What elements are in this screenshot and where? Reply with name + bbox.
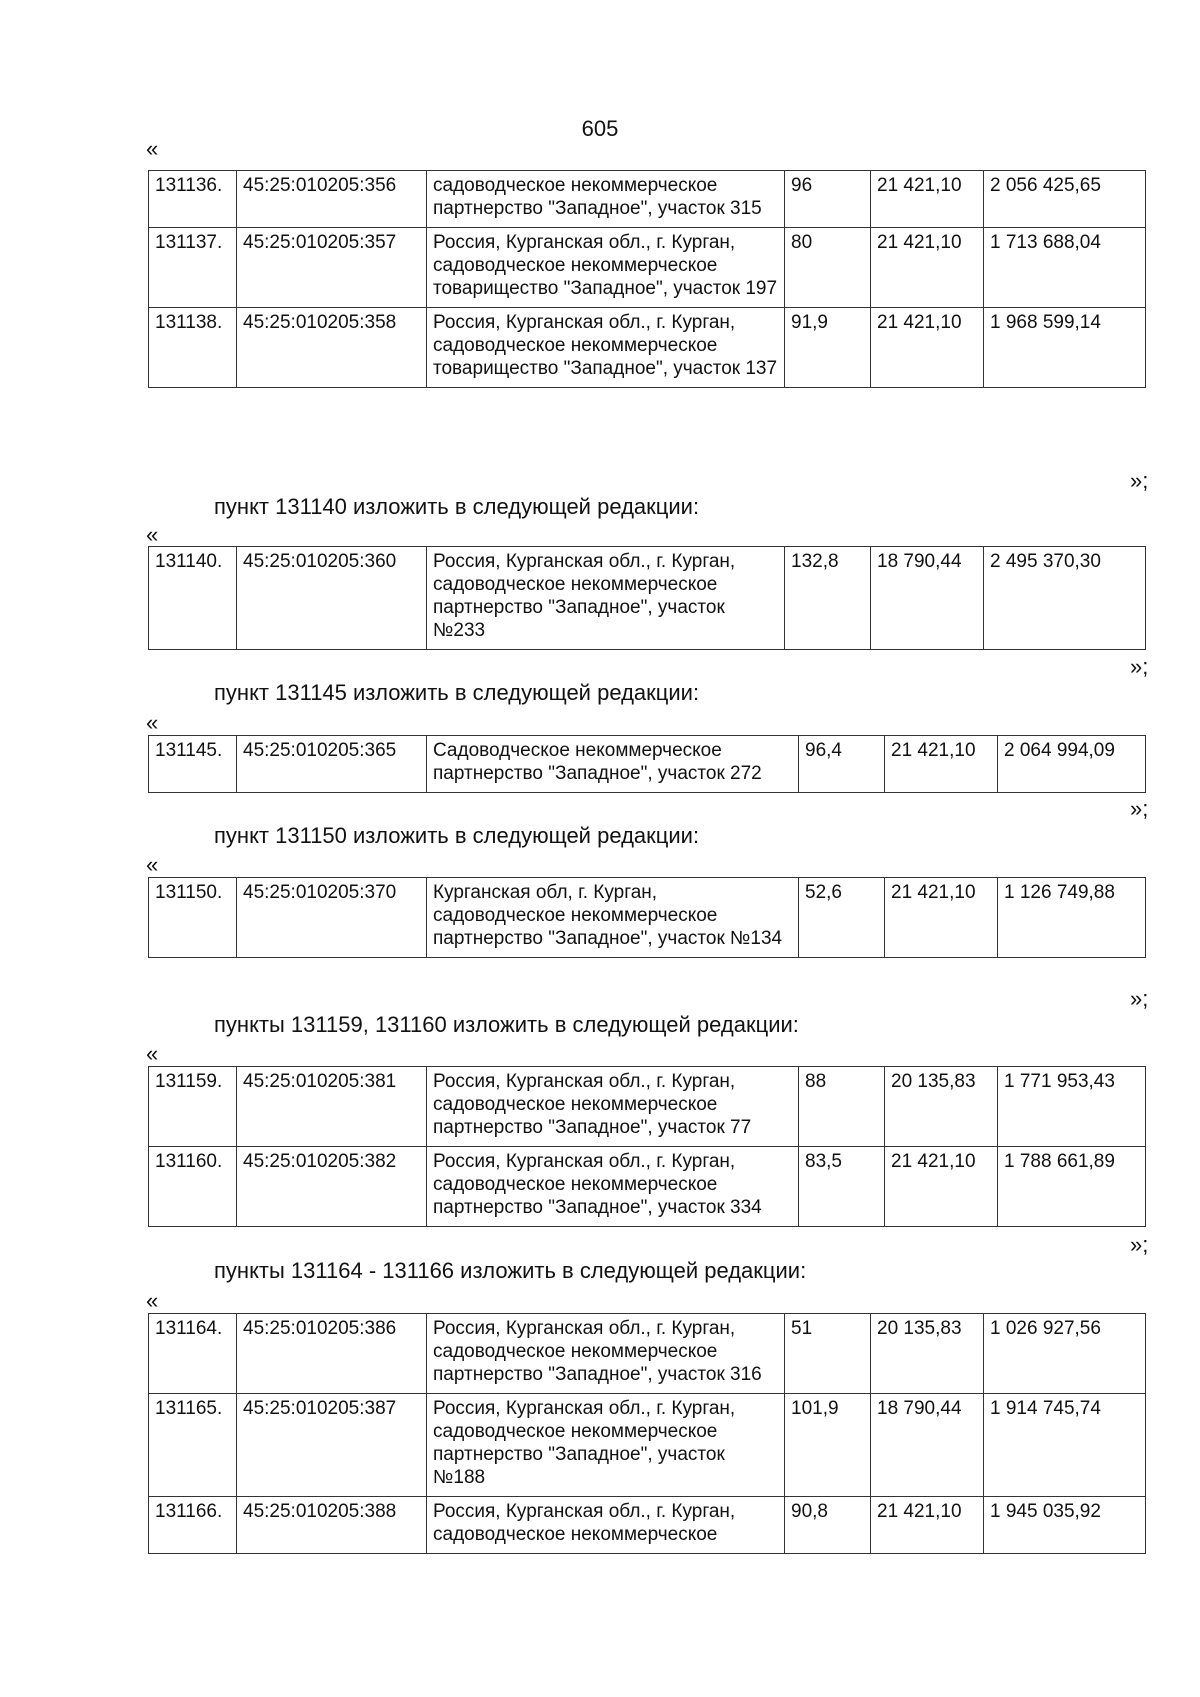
cadastral-number-cell: 45:25:010205:381 [237,1067,427,1147]
specific-value-cell: 20 135,83 [871,1314,984,1394]
cadastral-number-cell: 45:25:010205:360 [237,547,427,650]
amendment-instruction: пункт 131150 изложить в следующей редакции: [214,823,700,848]
table-row [149,171,1146,228]
specific-value-cell: 20 135,83 [885,1067,998,1147]
row-number-cell: 131150. [149,878,237,958]
register-table [148,877,1146,958]
table-row [149,547,1146,650]
table-row [149,1314,1146,1394]
area-cell: 83,5 [799,1147,885,1227]
specific-value-cell: 18 790,44 [871,1394,984,1497]
table-row [149,228,1146,308]
address-cell: Россия, Курганская обл., г. Курган, садоводческое некоммерческое партнерство "Западное", участок 334 [427,1147,799,1227]
open-quote: « [146,1041,159,1066]
address-cell: Россия, Курганская обл., г. Курган, садоводческое некоммерческое партнерство "Западное", участок 316 [427,1314,785,1394]
row-number-cell: 131165. [149,1394,237,1497]
amendment-instruction: пункт 131140 изложить в следующей редакции: [214,494,700,519]
address-cell: Россия, Курганская обл., г. Курган, садоводческое некоммерческое [427,1497,785,1554]
address-cell: Курганская обл, г. Курган, садоводческое некоммерческое партнерство "Западное", участок №134 [427,878,799,958]
row-number-cell: 131164. [149,1314,237,1394]
cadastral-number-cell: 45:25:010205:365 [237,736,427,793]
register-table [148,735,1146,793]
cadastral-value-cell: 1 026 927,56 [984,1314,1146,1394]
register-table [148,1313,1146,1554]
close-quote: »; [1130,1232,1149,1257]
row-number-cell: 131160. [149,1147,237,1227]
address-cell: Россия, Курганская обл., г. Курган, садоводческое некоммерческое партнерство "Западное", участок 77 [427,1067,799,1147]
cadastral-number-cell: 45:25:010205:358 [237,308,427,388]
specific-value-cell: 21 421,10 [885,878,998,958]
table-row [149,1394,1146,1497]
cadastral-number-cell: 45:25:010205:370 [237,878,427,958]
cadastral-number-cell: 45:25:010205:387 [237,1394,427,1497]
area-cell: 101,9 [785,1394,871,1497]
table-row [149,878,1146,958]
row-number-cell: 131140. [149,547,237,650]
register-table [148,1066,1146,1227]
address-cell: Россия, Курганская обл., г. Курган, садоводческое некоммерческое товарищество "Западное", участок 197 [427,228,785,308]
cadastral-value-cell: 1 788 661,89 [998,1147,1146,1227]
area-cell: 132,8 [785,547,871,650]
specific-value-cell: 21 421,10 [871,228,984,308]
cadastral-value-cell: 1 126 749,88 [998,878,1146,958]
cadastral-number-cell: 45:25:010205:382 [237,1147,427,1227]
close-quote: »; [1130,468,1149,493]
register-table [148,170,1146,388]
table-row [149,308,1146,388]
cadastral-value-cell: 1 968 599,14 [984,308,1146,388]
row-number-cell: 131145. [149,736,237,793]
cadastral-value-cell: 1 771 953,43 [998,1067,1146,1147]
cadastral-value-cell: 1 945 035,92 [984,1497,1146,1554]
cadastral-number-cell: 45:25:010205:386 [237,1314,427,1394]
cadastral-value-cell: 2 056 425,65 [984,171,1146,228]
area-cell: 51 [785,1314,871,1394]
amendment-instruction: пункты 131159, 131160 изложить в следующей редакции: [214,1012,799,1037]
cadastral-value-cell: 1 713 688,04 [984,228,1146,308]
cadastral-number-cell: 45:25:010205:356 [237,171,427,228]
row-number-cell: 131159. [149,1067,237,1147]
page-number: 605 [581,116,619,141]
cadastral-value-cell: 2 495 370,30 [984,547,1146,650]
specific-value-cell: 18 790,44 [871,547,984,650]
area-cell: 96 [785,171,871,228]
open-quote: « [146,852,159,877]
row-number-cell: 131136. [149,171,237,228]
area-cell: 91,9 [785,308,871,388]
table-row [149,1067,1146,1147]
area-cell: 88 [799,1067,885,1147]
area-cell: 96,4 [799,736,885,793]
specific-value-cell: 21 421,10 [871,1497,984,1554]
open-quote: « [146,1288,159,1313]
row-number-cell: 131138. [149,308,237,388]
address-cell: Россия, Курганская обл., г. Курган, садоводческое некоммерческое партнерство "Западное", участок №188 [427,1394,785,1497]
cadastral-value-cell: 2 064 994,09 [998,736,1146,793]
specific-value-cell: 21 421,10 [885,1147,998,1227]
specific-value-cell: 21 421,10 [885,736,998,793]
register-table [148,546,1146,650]
row-number-cell: 131166. [149,1497,237,1554]
row-number-cell: 131137. [149,228,237,308]
area-cell: 90,8 [785,1497,871,1554]
amendment-instruction: пункт 131145 изложить в следующей редакции: [214,680,700,705]
cadastral-number-cell: 45:25:010205:357 [237,228,427,308]
specific-value-cell: 21 421,10 [871,171,984,228]
table-row [149,1147,1146,1227]
area-cell: 80 [785,228,871,308]
address-cell: Россия, Курганская обл., г. Курган, садоводческое некоммерческое партнерство "Западное", участок №233 [427,547,785,650]
address-cell: Садоводческое некоммерческое партнерство "Западное", участок 272 [427,736,799,793]
close-quote: »; [1130,796,1149,821]
address-cell: садоводческое некоммерческое партнерство "Западное", участок 315 [427,171,785,228]
table-row [149,736,1146,793]
specific-value-cell: 21 421,10 [871,308,984,388]
cadastral-number-cell: 45:25:010205:388 [237,1497,427,1554]
cadastral-value-cell: 1 914 745,74 [984,1394,1146,1497]
table-row [149,1497,1146,1554]
address-cell: Россия, Курганская обл., г. Курган, садоводческое некоммерческое товарищество "Западное", участок 137 [427,308,785,388]
area-cell: 52,6 [799,878,885,958]
close-quote: »; [1130,986,1149,1011]
open-quote: « [146,522,159,547]
amendment-instruction: пункты 131164 - 131166 изложить в следующей редакции: [214,1258,807,1283]
open-quote: « [146,710,159,735]
open-quote: « [146,136,159,161]
close-quote: »; [1130,654,1149,679]
